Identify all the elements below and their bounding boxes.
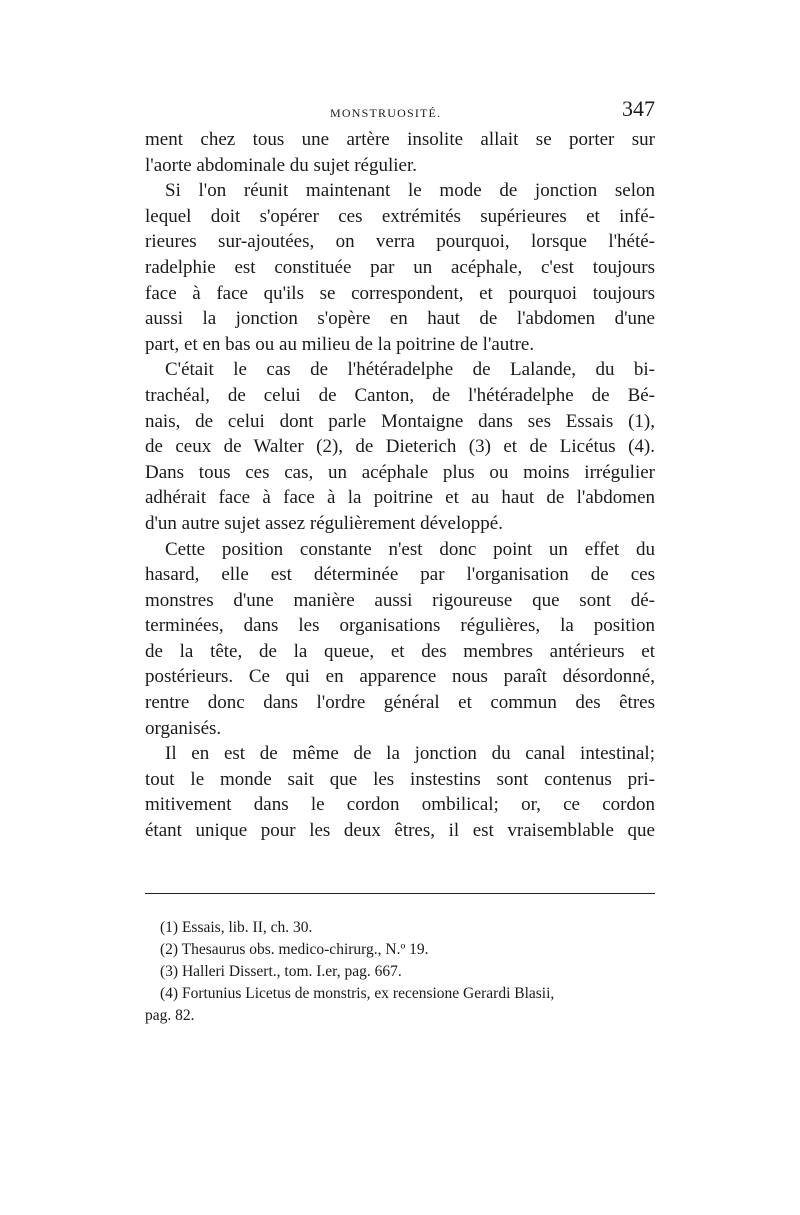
text-line: Cette position constante n'est donc point un effet du — [165, 538, 655, 560]
footnote-continuation: pag. 82. — [145, 1007, 195, 1024]
text-line: ment chez tous une artère insolite allait se porter sur — [145, 129, 655, 150]
text-line: monstres d'une manière aussi rigoureuse que sont dé- — [145, 589, 655, 611]
text-line: organisés. — [145, 717, 222, 739]
text-line: nais, de celui dont parle Montaigne dans ses Essais (1), — [145, 410, 655, 432]
text-line: rentre donc dans l'ordre général et commun des êtres — [145, 692, 655, 714]
text-line: hasard, elle est déterminée par l'organisation de ces — [145, 564, 655, 586]
text-line: radelphie est constituée par un acéphale, c'est toujours — [145, 256, 655, 278]
text-line: de ceux de Walter (2), de Dieterich (3) et de Licétus (4). — [145, 436, 655, 458]
text-line: Si l'on réunit maintenant le mode de jonction selon — [165, 180, 655, 202]
text-line: mitivement dans le cordon ombilical; or, ce cordon — [145, 794, 655, 816]
text-line: étant unique pour les deux êtres, il est vraisemblable que — [145, 820, 655, 842]
text-line: aussi la jonction s'opère en haut de l'abdomen d'une — [145, 308, 655, 330]
text-line: postérieurs. Ce qui en apparence nous paraît désordonné, — [145, 666, 655, 688]
footnote: (2) Thesaurus obs. medico-chirurg., N.º 19. — [160, 941, 429, 958]
page-header — [145, 96, 655, 126]
text-line: de la tête, de la queue, et des membres antérieurs et — [145, 640, 655, 662]
footnote-rule — [145, 893, 655, 894]
text-line: Il en est de même de la jonction du canal intestinal; — [165, 743, 655, 765]
text-line: d'un autre sujet assez régulièrement développé. — [145, 512, 503, 534]
text-line: terminées, dans les organisations régulières, la position — [145, 615, 655, 637]
text-line: trachéal, de celui de Canton, de l'hétéradelphe de Bé- — [145, 384, 655, 406]
footnote: (3) Halleri Dissert., tom. I.er, pag. 667. — [160, 963, 402, 980]
text-line: rieures sur-ajoutées, on verra pourquoi, lorsque l'hété- — [145, 231, 655, 253]
text-line: l'aorte abdominale du sujet régulier. — [145, 154, 417, 176]
body-text — [145, 127, 655, 844]
text-line: C'était le cas de l'hétéradelphe de Lalande, du bi- — [165, 359, 655, 381]
text-line: Dans tous ces cas, un acéphale plus ou moins irrégulier — [145, 461, 655, 483]
footnotes — [145, 917, 655, 1027]
footnote: (1) Essais, lib. II, ch. 30. — [160, 919, 313, 936]
text-line: adhérait face à face à la poitrine et au haut de l'abdomen — [145, 487, 655, 509]
text-line: part, et en bas ou au milieu de la poitrine de l'autre. — [145, 333, 535, 355]
text-line: face à face qu'ils se correspondent, et pourquoi toujours — [145, 282, 655, 304]
text-line: lequel doit s'opérer ces extrémités supérieures et infé- — [145, 205, 655, 227]
footnote: (4) Fortunius Licetus de monstris, ex recensione Gerardi Blasii, — [160, 985, 555, 1002]
page-number: 347 — [622, 96, 655, 121]
running-title: MONSTRUOSITÉ. — [330, 106, 442, 120]
text-line: tout le monde sait que les instestins sont contenus pri- — [145, 768, 655, 790]
